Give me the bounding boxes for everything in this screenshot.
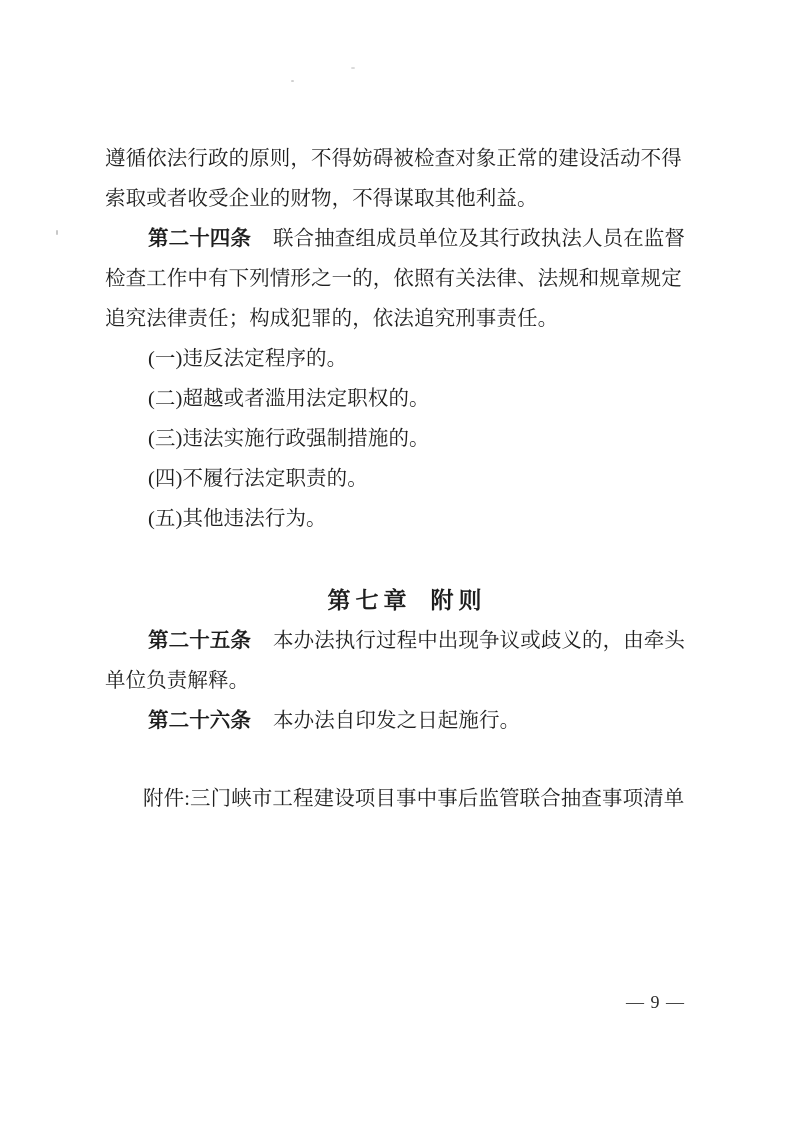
body-text: 检查工作中有下列情形之一的，依照有关法律、法规和规章规定 <box>105 268 682 290</box>
article-number-label: 第二十四条 <box>148 228 251 250</box>
body-text: (二)超越或者滥用法定职权的。 <box>148 388 430 410</box>
scan-speck <box>351 67 355 69</box>
article-number-label: 第二十六条 <box>148 710 251 732</box>
attachment-text: 附件:三门峡市工程建设项目事中事后监管联合抽查事项清单 <box>143 788 685 810</box>
chapter-number: 第七章 <box>327 588 412 613</box>
paragraph-continuation-line <box>105 259 685 299</box>
chapter-heading <box>117 581 697 621</box>
paragraph-continuation-line <box>105 661 685 701</box>
body-text: 遵循依法行政的原则，不得妨碍被检查对象正常的建设活动不得 <box>105 148 682 170</box>
body-text: (三)违法实施行政强制措施的。 <box>148 428 430 450</box>
list-item-1 <box>105 339 685 379</box>
list-item-5 <box>105 499 685 539</box>
list-item-4 <box>105 459 685 499</box>
body-text: 单位负责解释。 <box>105 670 250 692</box>
paragraph-continuation-line <box>105 179 685 219</box>
page-number: — 9 — <box>626 992 685 1012</box>
body-text: 联合抽查组成员单位及其行政执法人员在监督 <box>273 228 685 250</box>
article-26-line <box>105 701 685 741</box>
body-text: 索取或者收受企业的财物，不得谋取其他利益。 <box>105 188 538 210</box>
body-text: (五)其他违法行为。 <box>148 508 327 530</box>
list-item-2 <box>105 379 685 419</box>
attachment-note <box>105 779 685 819</box>
body-text: (四)不履行法定职责的。 <box>148 468 368 490</box>
paragraph-continuation-line <box>105 139 685 179</box>
body-text: 本办法执行过程中出现争议或歧义的，由牵头 <box>273 630 685 652</box>
paragraph-continuation-line <box>105 299 685 339</box>
scan-speck <box>291 80 294 82</box>
document-body <box>105 139 685 819</box>
body-text: 追究法律责任；构成犯罪的，依法追究刑事责任。 <box>105 308 559 330</box>
body-text: (一)违反法定程序的。 <box>148 348 348 370</box>
article-25-line <box>105 621 685 661</box>
body-text: 本办法自印发之日起施行。 <box>273 710 521 732</box>
article-24-line <box>105 219 685 259</box>
scan-speck <box>56 230 58 235</box>
list-item-3 <box>105 419 685 459</box>
article-number-label: 第二十五条 <box>148 630 251 652</box>
chapter-title: 附则 <box>430 588 487 613</box>
